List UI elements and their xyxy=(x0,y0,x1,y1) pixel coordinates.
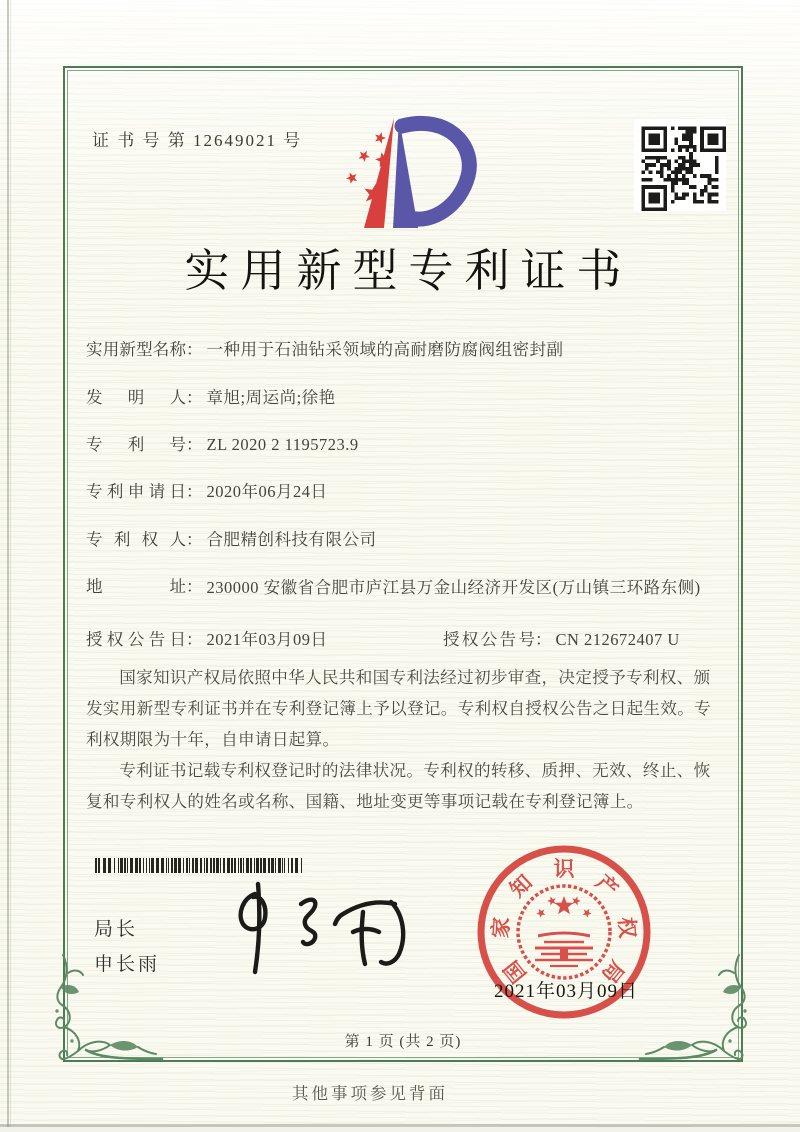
svg-text:家: 家 xyxy=(488,916,514,939)
field-colon: ： xyxy=(186,630,203,649)
field-grant-number xyxy=(443,628,680,652)
legal-paragraph: 专利证书记载专利权登记时的法律状况。专利权的转移、质押、无效、终止、恢复和专利权人的姓名或名称、国籍、地址变更等事项记载在专利登记簿上。 xyxy=(86,761,711,811)
field-row-filing-date xyxy=(86,480,328,504)
svg-text:知: 知 xyxy=(505,869,537,902)
field-value: 2021年03月09日 xyxy=(206,630,328,649)
signature-handwriting xyxy=(213,874,421,984)
field-value: 2020年06月24日 xyxy=(206,482,328,501)
field-value: 230000 安徽省合肥市庐江县万金山经济开发区(万山镇三环路东侧) xyxy=(206,578,701,597)
field-colon: ： xyxy=(186,482,203,501)
certificate-number: 证 书 号 第 12649021 号 xyxy=(92,131,303,150)
certificate-title: 实用新型专利证书 xyxy=(184,246,633,296)
scan-edge-bottom-2 xyxy=(0,1127,800,1132)
field-colon: ： xyxy=(535,630,552,649)
field-value: CN 212672407 U xyxy=(555,630,680,649)
scan-edge-left xyxy=(7,0,9,1132)
field-label: 发明人 xyxy=(86,388,186,407)
field-value: 章旭;周运尚;徐艳 xyxy=(206,388,336,407)
scan-edge-left-2 xyxy=(10,0,11,1132)
field-label: 授权公告日 xyxy=(86,630,186,649)
field-label: 专利申请日 xyxy=(86,482,186,501)
field-value: ZL 2020 2 1195723.9 xyxy=(206,435,359,454)
field-colon: ： xyxy=(186,530,203,549)
signer-name: 申长雨 xyxy=(94,954,161,975)
field-label: 授权公告号 xyxy=(443,630,535,649)
field-colon: ： xyxy=(186,340,203,359)
page-number: 第 1 页 (共 2 页) xyxy=(344,1034,462,1050)
field-value: 合肥精创科技有限公司 xyxy=(206,530,377,549)
field-row-grant xyxy=(86,628,680,652)
field-label: 地址 xyxy=(86,577,186,596)
barcode xyxy=(95,858,307,873)
seal-date: 2021年03月09日 xyxy=(493,981,638,1002)
field-colon: ： xyxy=(186,577,203,596)
svg-text:识: 识 xyxy=(553,857,575,881)
field-label: 实用新型名称 xyxy=(86,340,186,359)
svg-text:局: 局 xyxy=(597,955,629,988)
signer-title: 局长 xyxy=(94,919,139,940)
legal-paragraphs xyxy=(86,662,722,817)
field-colon: ： xyxy=(186,435,203,454)
qr-code xyxy=(634,119,726,211)
cnipa-logo-icon xyxy=(330,108,480,238)
field-row-utility-model-name xyxy=(86,338,564,362)
field-value: 一种用于石油钻采领域的高耐磨防腐阀组密封副 xyxy=(206,340,564,359)
field-colon: ： xyxy=(186,388,203,407)
legal-paragraph: 国家知识产权局依照中华人民共和国专利法经过初步审查，决定授予专利权、颁发实用新型专利证书并在专利登记簿上予以登记。专利权自授权公告之日起生效。专利权期限为十年，自申请日起算。 xyxy=(86,668,712,749)
field-label: 专利号 xyxy=(86,435,186,454)
field-row-patent-number xyxy=(86,433,359,457)
field-row-address xyxy=(86,575,702,600)
field-label: 专利权人 xyxy=(86,530,186,549)
field-row-inventors xyxy=(86,386,336,410)
field-row-patentee xyxy=(86,528,377,552)
back-side-note: 其他事项参见背面 xyxy=(292,1084,448,1103)
svg-text:产: 产 xyxy=(591,869,623,902)
svg-text:国: 国 xyxy=(499,955,531,988)
svg-text:权: 权 xyxy=(614,916,640,939)
